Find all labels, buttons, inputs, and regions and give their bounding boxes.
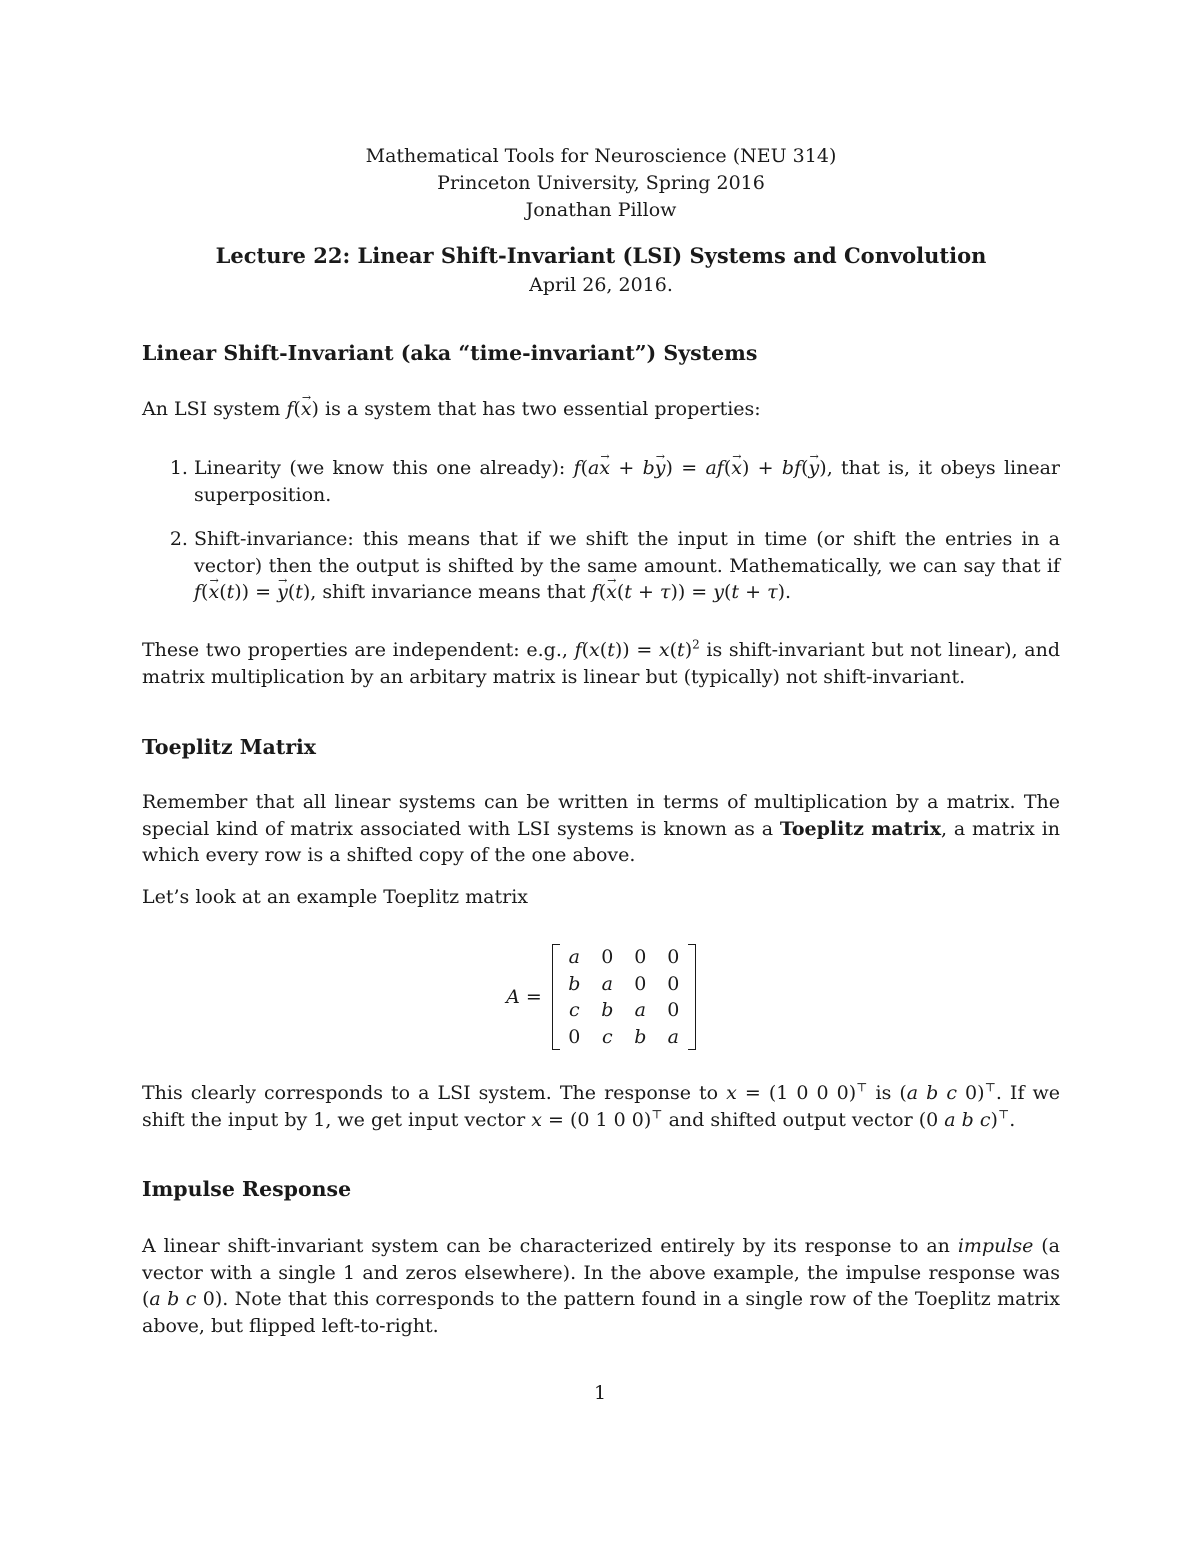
- indep-text-a: These two properties are independent: e.g.,: [142, 639, 575, 661]
- text-run: A linear shift-invariant system can be characterized entirely by its response to an: [142, 1235, 958, 1257]
- matrix-cell: c: [569, 999, 580, 1021]
- text-run: 0): [957, 1082, 985, 1104]
- emphasis-impulse: impulse: [957, 1235, 1034, 1257]
- transpose-symbol: ⊤: [651, 1107, 663, 1122]
- section-heading-toeplitz: Toeplitz Matrix: [142, 735, 317, 759]
- text-run: = (1 0 0 0): [736, 1082, 857, 1104]
- toeplitz-text-b: , a matrix in which every row is a shifted copy of the one above.: [142, 817, 1061, 866]
- institution: Princeton University, Spring 2016: [437, 172, 765, 194]
- matrix-cell: a: [601, 972, 613, 995]
- item2-text-a: Shift-invariance: this means that if we shift the input in time (or shift the entries in a vector) then the output is shifted by the same amount. Mathematically, we can say that if: [194, 528, 1060, 577]
- matrix-cell: b: [568, 972, 581, 995]
- item1-text-b: , that is, it obeys linear superposition.: [194, 457, 1060, 506]
- toeplitz-bold-term: Toeplitz matrix: [779, 817, 942, 840]
- intro-text-b: is a system that has two essential properties:: [318, 398, 761, 420]
- text-run: ): [990, 1108, 998, 1131]
- lecture-date: April 26, 2016.: [529, 274, 673, 296]
- text-run: is (: [867, 1082, 907, 1104]
- matrix-cell: 0: [601, 946, 614, 968]
- author: Jonathan Pillow: [525, 199, 677, 221]
- lsi-example-paragraph: [142, 1080, 1060, 1133]
- item1-text-a: Linearity (we know this one already):: [194, 457, 574, 479]
- text-run: (a vector with a single 1 and zeros elsewhere). In the above example, the impulse response was (: [142, 1235, 1061, 1310]
- toeplitz-text-a: Remember that all linear systems can be written in terms of multiplication by a matrix. The special kind of matrix associated with LSI systems is known as a: [142, 791, 1060, 840]
- matrix-cell: 0: [634, 972, 647, 995]
- toeplitz-paragraph: [142, 789, 1060, 869]
- text-run: 0). Note that this corresponds to the pattern found in a single row of the Toeplitz matrix above, but flipped left-to-right.: [142, 1288, 1061, 1337]
- intro-paragraph: An LSI system f(→ x) is a system that has two essential properties:: [142, 396, 1060, 423]
- matrix-cell: a: [667, 1025, 679, 1048]
- lecture-title: Lecture 22: Linear Shift-Invariant (LSI) Systems and Convolution: [215, 243, 987, 268]
- intro-text-a: An LSI system: [142, 398, 287, 420]
- matrix-cell: 0: [634, 946, 647, 968]
- item2-text-b: , shift invariance means that: [310, 581, 592, 603]
- list-item-linearity: 1. Linearity (we know this one already): f(a→ x + b→ y) = af(→ x) + bf(→ y), that is, it obeys linear superposition.: [194, 455, 1060, 508]
- matrix-cell: 0: [568, 1025, 581, 1048]
- matrix-cell: b: [601, 999, 614, 1021]
- indep-text-b: is shift-invariant but not linear), and matrix multiplication by an arbitary matrix is linear but (typically) not shift-invariant.: [142, 639, 1061, 688]
- matrix-cell: 0: [667, 946, 680, 968]
- text-run: and shifted output vector (0: [662, 1108, 945, 1131]
- text-run: . If we shift the input by 1, we get input vector: [142, 1082, 1061, 1131]
- math-abc: a b c: [149, 1288, 197, 1310]
- impulse-paragraph: [142, 1233, 1060, 1339]
- page-number: 1: [593, 1382, 607, 1404]
- toeplitz-matrix-equation: [142, 944, 1060, 1050]
- matrix-cell: 0: [667, 999, 680, 1021]
- text-run: = (0 1 0 0): [541, 1108, 652, 1131]
- math-x: x: [726, 1082, 737, 1104]
- text-run: .: [1009, 1108, 1016, 1131]
- properties-list: [142, 455, 1060, 606]
- item2-text-c: .: [785, 581, 792, 603]
- transpose-symbol: ⊤: [997, 1107, 1010, 1122]
- section-heading-lsi: Linear Shift-Invariant (aka “time-invariant”) Systems: [142, 341, 758, 365]
- toeplitz-matrix: [552, 944, 696, 1050]
- math-vec-x: → x: [301, 398, 312, 420]
- matrix-cell: a: [568, 946, 580, 968]
- matrix-cell: b: [634, 1025, 647, 1048]
- transpose-symbol: ⊤: [984, 1080, 996, 1095]
- matrix-cell: 0: [667, 972, 680, 995]
- math-f-x: f: [286, 398, 294, 420]
- text-run: This clearly corresponds to a LSI system. The response to: [142, 1082, 727, 1104]
- matrix-cell: a: [634, 999, 646, 1021]
- course-title: Mathematical Tools for Neuroscience (NEU 314): [365, 145, 837, 167]
- independence-paragraph: These two properties are independent: e.g., $f(x(t)) = x(t)^2$ is shift-invariant but not linear), and matrix multiplication by an arbitary matrix is linear but (typically) not shift-invariant.: [142, 637, 1061, 688]
- math-abc: a b c: [944, 1108, 991, 1131]
- section-heading-impulse: Impulse Response: [142, 1177, 352, 1201]
- transpose-symbol: ⊤: [856, 1080, 868, 1095]
- math-x: x: [531, 1108, 542, 1131]
- matrix-cell: c: [602, 1025, 613, 1048]
- matrix-label: A =: [506, 986, 542, 1008]
- math-abc: a b c: [906, 1082, 958, 1104]
- list-item-shift-invariance: 2. Shift-invariance: this means that if we shift the input in time (or shift the entries in a vector) then the output is shifted by the same amount. Mathematically, we can say that if f(→ x(t)) = → y(t), shift invariance means that f(→ x(t + τ)) = y(t + τ).: [194, 526, 1060, 606]
- example-intro: Let’s look at an example Toeplitz matrix: [142, 886, 529, 908]
